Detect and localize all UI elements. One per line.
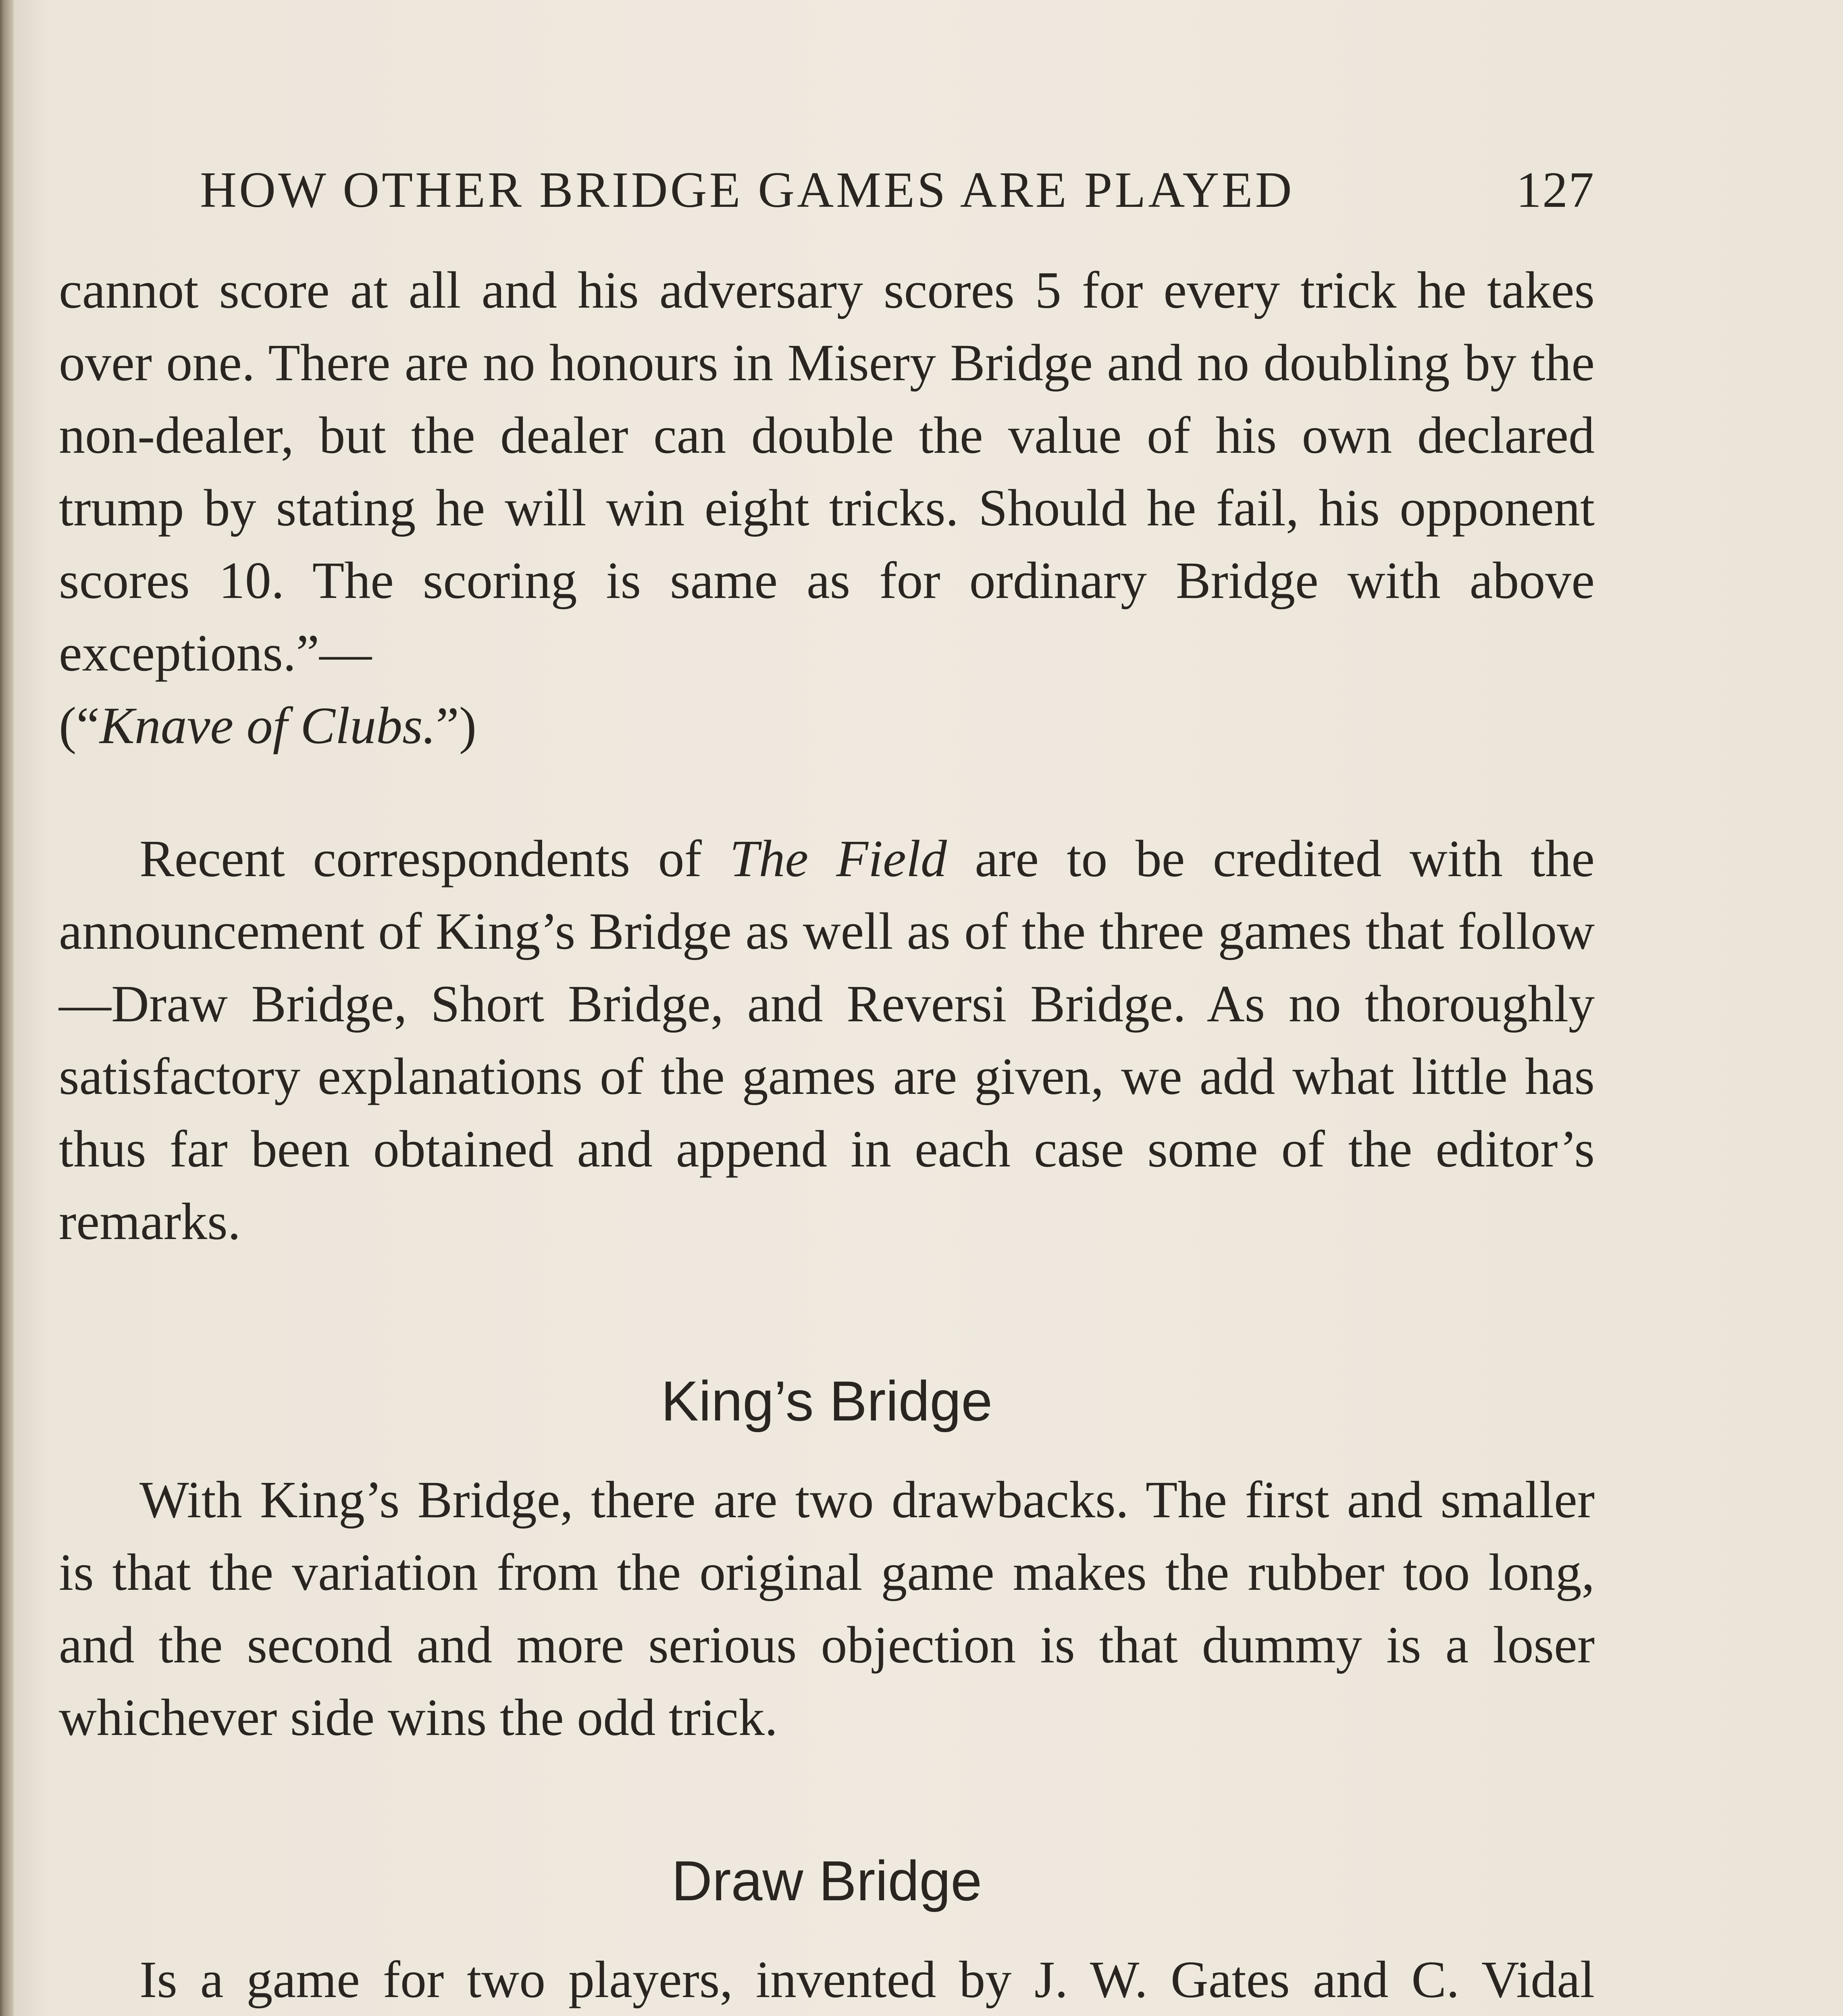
section-heading-draw-bridge: Draw Bridge bbox=[671, 1849, 982, 1912]
paragraph-spacer bbox=[59, 762, 1595, 823]
section-heading-kings-bridge: King’s Bridge bbox=[661, 1369, 993, 1433]
paragraph-recent-correspondents bbox=[59, 823, 1595, 1258]
citation-title: Knave of Clubs. bbox=[100, 697, 436, 755]
running-header bbox=[59, 161, 1595, 230]
paragraph-kings-bridge: With King’s Bridge, there are two drawbacks. The first and smaller is that the variation from the original game makes the rubber too long, and the second and more serious objection is that dummy is a loser whichever side wins the odd trick. bbox=[59, 1471, 1595, 1747]
citation-open: (“ bbox=[59, 697, 100, 755]
citation-close: ”) bbox=[436, 697, 477, 755]
running-title: HOW OTHER BRIDGE GAMES ARE PLAYED bbox=[200, 162, 1294, 218]
page-binding-edge bbox=[0, 0, 14, 2016]
paragraph-text-after: are to be credited with the announcement of King’s Bridge as well as of the three games that follow—Draw Bridge, Short Bridge, and Reversi Bridge. As no thoroughly satisfactory explanations of the games are given, we add what little has thus far been obtained and append in each case some of the editor’s remarks. bbox=[59, 830, 1595, 1251]
publication-title: The Field bbox=[730, 830, 947, 888]
page-number: 127 bbox=[1516, 162, 1595, 218]
paragraph-draw-bridge: Is a game for two players, invented by J. W. Gates and C. Vidal bbox=[139, 1951, 1595, 2009]
paragraph-text: cannot score at all and his adversary scores 5 for every trick he takes over one. There are no honours in Misery Bridge and no doubling by the non-dealer, but the dealer can double the value of his own declared trump by stating he will win eight tricks. Should he fail, his opponent scores 10. The scoring is same as for ordinary Bridge with above exceptions.”— bbox=[59, 261, 1595, 682]
paragraph-misery-bridge-continued bbox=[59, 254, 1595, 762]
paragraph-text-before: Recent correspondents of bbox=[139, 830, 730, 888]
page-content bbox=[59, 161, 1595, 2016]
